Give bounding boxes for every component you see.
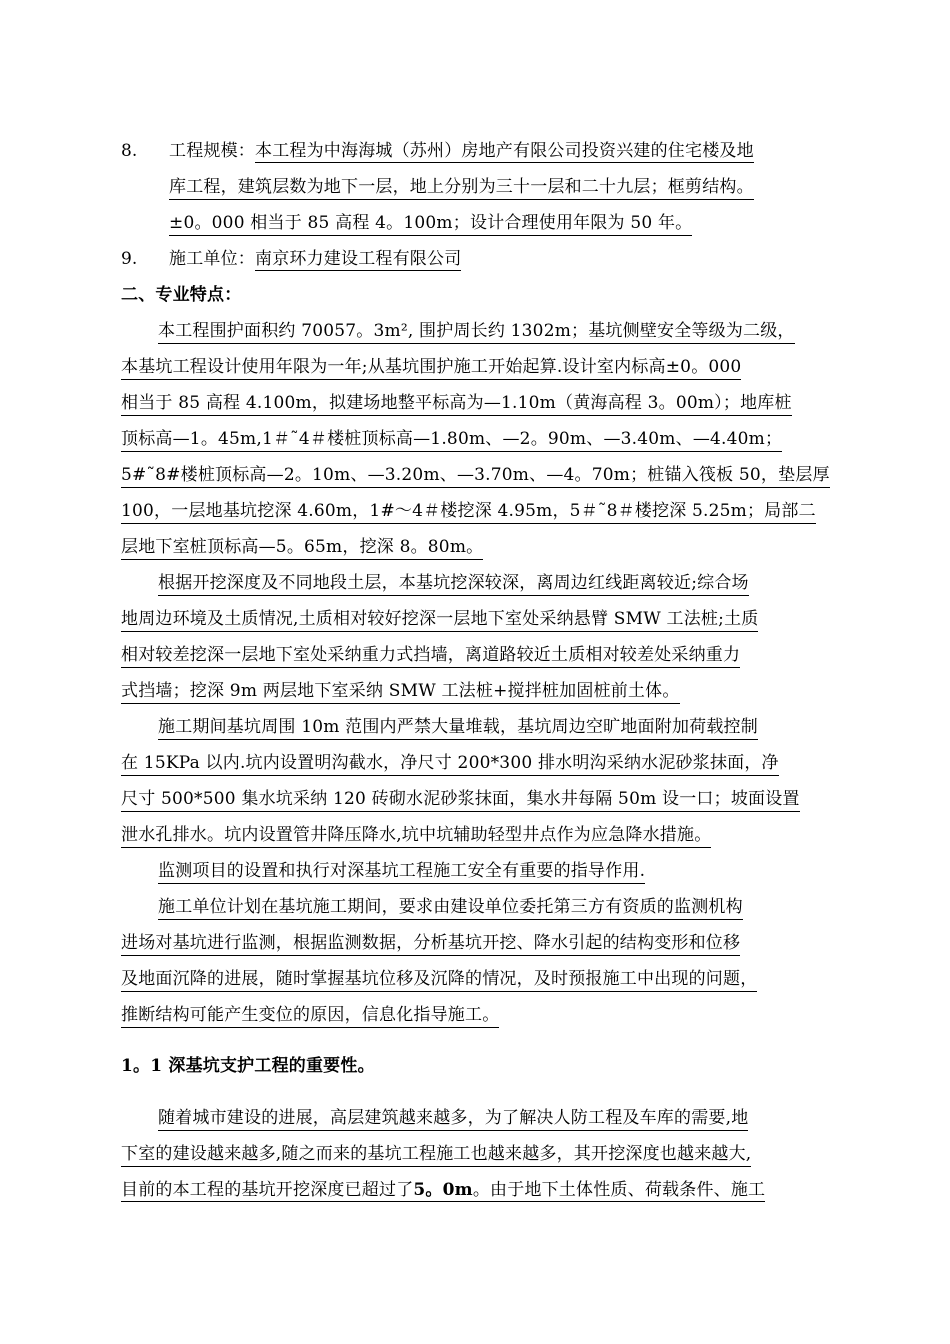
- paragraph-line: 层地下室桩顶标高—5。65m，挖深 8。80m。: [121, 536, 483, 560]
- paragraph-line: 泄水孔排水。坑内设置管井降压降水,坑中坑辅助轻型井点作为应急降水措施。: [121, 824, 711, 848]
- item-number: 8.: [121, 141, 138, 161]
- item-text: ±0。000 相当于 85 高程 4。100m；设计合理使用年限为 50 年。: [169, 212, 692, 236]
- paragraph-line: 地周边环境及土质情况,土质相对较好挖深一层地下室处采纳悬臂 SMW 工法桩;土质: [121, 608, 758, 632]
- paragraph-line: 施工期间基坑周围 10m 范围内严禁大量堆载，基坑周边空旷地面附加荷载控制: [158, 716, 758, 740]
- paragraph-line: 相当于 85 高程 4.100m，拟建场地整平标高为—1.10m（黄海高程 3。00m）；地库桩: [121, 392, 792, 416]
- paragraph-line: 推断结构可能产生变位的原因，信息化指导施工。: [121, 1004, 499, 1028]
- paragraph-line: 相对较差挖深一层地下室处采纳重力式挡墙，离道路较近土质相对较差处采纳重力: [121, 644, 740, 668]
- section-heading: 1。1 深基坑支护工程的重要性。: [121, 1056, 375, 1076]
- item-text: 本工程为中海海城（苏州）房地产有限公司投资兴建的住宅楼及地: [255, 141, 754, 161]
- paragraph-line: 随着城市建设的进展，高层建筑越来越多，为了解决人防工程及车库的需要,地: [158, 1107, 748, 1131]
- item-text: 库工程，建筑层数为地下一层，地上分别为三十一层和二十九层；框剪结构。: [169, 176, 754, 200]
- paragraph-line: [121, 1179, 765, 1201]
- paragraph-emphasis: 5。0m: [413, 1180, 473, 1200]
- item-line: [169, 140, 754, 162]
- item-text: 南京环力建设工程有限公司: [255, 249, 462, 269]
- paragraph-line: 顶标高—1。45m,1＃˜4＃楼桩顶标高—1.80m、—2。90m、—3.40m、—4.40m；: [121, 428, 782, 452]
- item-label: 施工单位：: [169, 249, 255, 269]
- paragraph-line: 100，一层地基坑挖深 4.60m，1#～4＃楼挖深 4.95m，5＃˜8＃楼挖深 5.25m；局部二: [121, 500, 816, 524]
- paragraph-line: 式挡墙；挖深 9m 两层地下室采纳 SMW 工法桩+搅拌桩加固桩前土体。: [121, 680, 680, 704]
- paragraph-line: 在 15KPa 以内.坑内设置明沟截水，净尺寸 200*300 排水明沟采纳水泥砂浆抹面，净: [121, 752, 779, 776]
- paragraph-line: 施工单位计划在基坑施工期间，要求由建设单位委托第三方有资质的监测机构: [158, 896, 743, 920]
- paragraph-text: 。由于地下土体性质、荷载条件、施工: [472, 1180, 766, 1200]
- paragraph-line: 进场对基坑进行监测，根据监测数据，分析基坑开挖、降水引起的结构变形和位移: [121, 932, 740, 956]
- section-heading: 二、专业特点：: [121, 285, 242, 305]
- paragraph-line: 下室的建设越来越多,随之而来的基坑工程施工也越来越多，其开挖深度也越来越大,: [121, 1143, 751, 1167]
- paragraph-line: 5#˜8#楼桩顶标高—2。10m、—3.20m、—3.70m、—4。70m；桩锚入筏板 50，垫层厚: [121, 464, 830, 488]
- paragraph-line: 尺寸 500*500 集水坑采纳 120 砖砌水泥砂浆抹面，集水井每隔 50m 设一口；坡面设置: [121, 788, 800, 812]
- paragraph-line: 及地面沉降的进展，随时掌握基坑位移及沉降的情况，及时预报施工中出现的问题，: [121, 968, 757, 992]
- paragraph-line: 本工程围护面积约 70057。3m², 围护周长约 1302m；基坑侧壁安全等级为二级，: [158, 320, 795, 344]
- paragraph-line: 根据开挖深度及不同地段土层，本基坑挖深较深，离周边红线距离较近;综合场: [158, 572, 749, 596]
- item-label: 工程规模：: [169, 141, 255, 161]
- paragraph-text: 目前的本工程的基坑开挖深度已超过了: [121, 1180, 414, 1200]
- paragraph-line: 本基坑工程设计使用年限为一年;从基坑围护施工开始起算.设计室内标高±0。000: [121, 356, 741, 380]
- item-number: 9.: [121, 249, 138, 269]
- item-line: [169, 248, 461, 270]
- paragraph-line: 监测项目的设置和执行对深基坑工程施工安全有重要的指导作用.: [158, 860, 645, 884]
